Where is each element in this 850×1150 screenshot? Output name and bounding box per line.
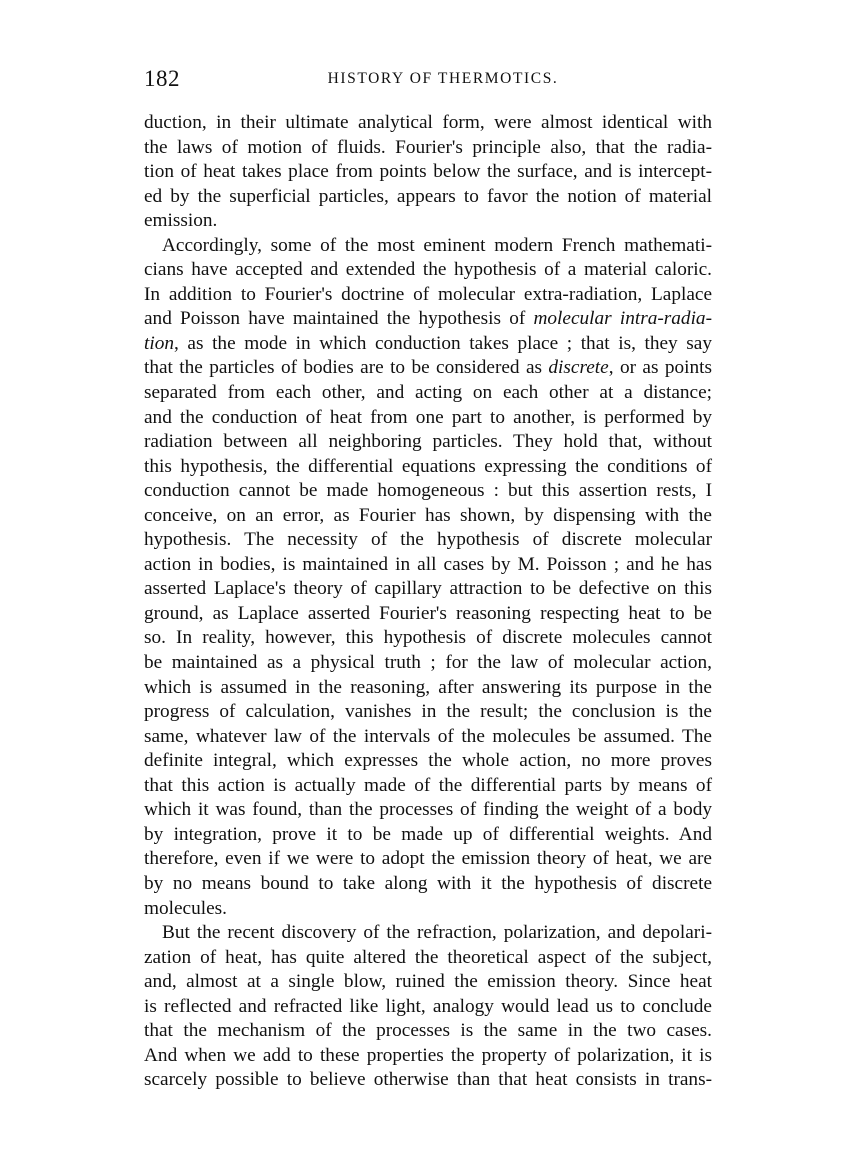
text-line: that the particles of bodies are to be considered as discrete, or as points xyxy=(144,357,712,379)
running-title: HISTORY OF THERMOTICS. xyxy=(327,70,559,87)
text-line: And when we add to these properties the property of polarization, it is xyxy=(144,1044,712,1066)
text-line: ed by the superficial particles, appears to favor the notion of material xyxy=(144,185,712,207)
text-line: Accordingly, some of the most eminent modern French mathemati- xyxy=(162,234,712,256)
text-line: which is assumed in the reasoning, after answering its purpose in the xyxy=(144,676,712,698)
text-line: ground, as Laplace asserted Fourier's reasoning respecting heat to be xyxy=(144,602,712,624)
text-line: is reflected and refracted like light, analogy would lead us to conclude xyxy=(144,995,712,1017)
text-line: by no means bound to take along with it the hypothesis of discrete xyxy=(144,872,712,894)
text-line: be maintained as a physical truth ; for the law of molecular action, xyxy=(144,652,712,674)
text-line: duction, in their ultimate analytical form, were almost identical with xyxy=(144,112,712,133)
text-line: radiation between all neighboring particles. They hold that, without xyxy=(144,431,712,453)
text-line: that this action is actually made of the differential parts by means of xyxy=(144,774,712,796)
text-line: conceive, on an error, as Fourier has shown, by dispensing with the xyxy=(144,504,712,526)
text-line: emission. xyxy=(144,210,218,232)
text-line: scarcely possible to believe otherwise than that heat consists in trans- xyxy=(144,1069,712,1091)
text-line: definite integral, which expresses the whole action, no more proves xyxy=(144,750,712,772)
text-line: But the recent discovery of the refraction, polarization, and depolari- xyxy=(162,922,712,944)
text-line: molecules. xyxy=(144,897,227,919)
text-line: by integration, prove it to be made up of differential weights. And xyxy=(144,823,712,845)
text-line: hypothesis. The necessity of the hypothesis of discrete molecular xyxy=(144,529,712,551)
running-head xyxy=(144,66,712,96)
page-number: 182 xyxy=(144,66,180,91)
text-line: asserted Laplace's theory of capillary attraction to be defective on this xyxy=(144,578,712,600)
text-line: conduction cannot be made homogeneous : but this assertion rests, I xyxy=(144,480,712,502)
text-line: cians have accepted and extended the hypothesis of a material caloric. xyxy=(144,259,712,281)
text-line: therefore, even if we were to adopt the emission theory of heat, we are xyxy=(144,848,712,870)
text-line: same, whatever law of the intervals of the molecules be assumed. The xyxy=(144,725,712,747)
text-line: so. In reality, however, this hypothesis of discrete molecules cannot xyxy=(144,627,712,649)
text-line: tion of heat takes place from points below the surface, and is intercept- xyxy=(144,161,712,183)
body-text xyxy=(144,111,712,1093)
text-line: action in bodies, is maintained in all cases by M. Poisson ; and he has xyxy=(144,553,712,575)
text-line: progress of calculation, vanishes in the result; the conclusion is the xyxy=(144,701,712,723)
text-line: and the conduction of heat from one part to another, is performed by xyxy=(144,406,712,428)
text-line: the laws of motion of fluids. Fourier's principle also, that the radia- xyxy=(144,136,712,158)
text-line: and, almost at a single blow, ruined the emission theory. Since heat xyxy=(144,971,712,993)
text-line: zation of heat, has quite altered the theoretical aspect of the subject, xyxy=(144,946,712,968)
text-line: that the mechanism of the processes is the same in the two cases. xyxy=(144,1020,712,1042)
text-line: this hypothesis, the differential equations expressing the conditions of xyxy=(144,455,712,477)
text-line: tion, as the mode in which conduction takes place ; that is, they say xyxy=(144,332,712,354)
text-line: In addition to Fourier's doctrine of molecular extra-radiation, Laplace xyxy=(144,283,712,305)
text-line: and Poisson have maintained the hypothesis of molecular intra-radia- xyxy=(144,308,712,330)
text-line: separated from each other, and acting on each other at a distance; xyxy=(144,382,712,404)
text-line: which it was found, than the processes of finding the weight of a body xyxy=(144,799,712,821)
